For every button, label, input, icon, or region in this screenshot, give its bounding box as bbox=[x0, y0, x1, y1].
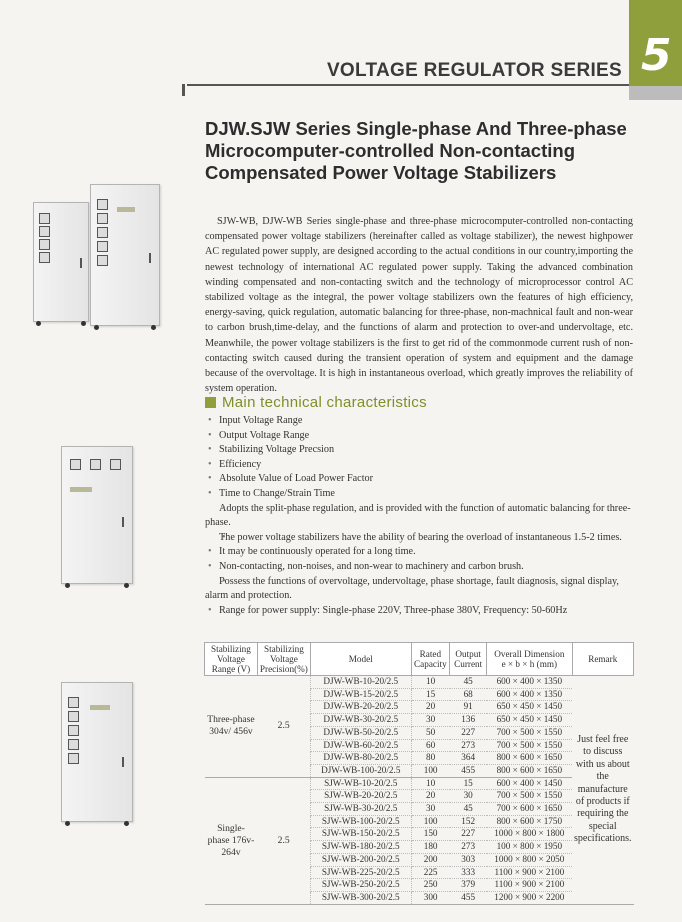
chapter-number: 5 bbox=[641, 30, 672, 81]
header-dimension-sub: e × b × h (mm) bbox=[501, 659, 558, 669]
output-current-cell: 303 bbox=[450, 853, 487, 866]
rated-capacity-cell: 180 bbox=[411, 841, 450, 854]
dimension-cell: 650 × 450 × 1450 bbox=[487, 714, 572, 727]
header-precision: Stabilizing Voltage Precision(%) bbox=[257, 643, 310, 676]
rated-capacity-cell: 50 bbox=[411, 726, 450, 739]
table-row bbox=[205, 777, 634, 790]
feature-item: • Input Voltage Range bbox=[205, 414, 633, 429]
model-cell: SJW-WB-100-20/2.5 bbox=[310, 815, 411, 828]
model-cell: SJW-WB-10-20/2.5 bbox=[310, 777, 411, 790]
dimension-cell: 600 × 400 × 1450 bbox=[487, 777, 572, 790]
dimension-cell: 100 × 800 × 1950 bbox=[487, 841, 572, 854]
output-current-cell: 15 bbox=[450, 777, 487, 790]
dimension-cell: 1200 × 900 × 2200 bbox=[487, 891, 572, 904]
header-output: Output Current bbox=[450, 643, 487, 676]
range-cell: Three-phase 304v/ 456v bbox=[205, 676, 258, 778]
model-cell: DJW-WB-10-20/2.5 bbox=[310, 676, 411, 689]
output-current-cell: 455 bbox=[450, 764, 487, 777]
dimension-cell: 700 × 500 × 1550 bbox=[487, 790, 572, 803]
dimension-cell: 700 × 500 × 1550 bbox=[487, 726, 572, 739]
tab-strip bbox=[629, 86, 682, 100]
series-title: VOLTAGE REGULATOR SERIES bbox=[326, 60, 622, 81]
output-current-cell: 68 bbox=[450, 688, 487, 701]
output-current-cell: 45 bbox=[450, 803, 487, 816]
rated-capacity-cell: 250 bbox=[411, 879, 450, 892]
model-cell: SJW-WB-200-20/2.5 bbox=[310, 853, 411, 866]
rated-capacity-cell: 15 bbox=[411, 688, 450, 701]
dimension-cell: 700 × 500 × 1550 bbox=[487, 739, 572, 752]
feature-item: • Range for power supply: Single-phase 220V, Three-phase 380V, Frequency: 50-60Hz bbox=[205, 604, 633, 619]
header-model: Model bbox=[310, 643, 411, 676]
dimension-cell: 1000 × 800 × 2050 bbox=[487, 853, 572, 866]
rated-capacity-cell: 30 bbox=[411, 714, 450, 727]
rated-capacity-cell: 60 bbox=[411, 739, 450, 752]
model-cell: SJW-WB-150-20/2.5 bbox=[310, 828, 411, 841]
output-current-cell: 227 bbox=[450, 828, 487, 841]
output-current-cell: 333 bbox=[450, 866, 487, 879]
feature-item: • Absolute Value of Load Power Factor bbox=[205, 472, 633, 487]
output-current-cell: 152 bbox=[450, 815, 487, 828]
rated-capacity-cell: 100 bbox=[411, 815, 450, 828]
feature-item: • The power voltage stabilizers have the ability of bearing the overload of instantaneous 1.5-2 times. bbox=[205, 531, 633, 546]
chapter-tab bbox=[629, 0, 682, 100]
model-cell: DJW-WB-60-20/2.5 bbox=[310, 739, 411, 752]
output-current-cell: 273 bbox=[450, 739, 487, 752]
dimension-cell: 800 × 600 × 1750 bbox=[487, 815, 572, 828]
feature-item: • Efficiency bbox=[205, 458, 633, 473]
output-current-cell: 91 bbox=[450, 701, 487, 714]
output-current-cell: 30 bbox=[450, 790, 487, 803]
header-rated: Rated Capacity bbox=[411, 643, 450, 676]
rated-capacity-cell: 80 bbox=[411, 752, 450, 765]
output-current-cell: 379 bbox=[450, 879, 487, 892]
rated-capacity-cell: 150 bbox=[411, 828, 450, 841]
dimension-cell: 600 × 400 × 1350 bbox=[487, 688, 572, 701]
rated-capacity-cell: 100 bbox=[411, 764, 450, 777]
model-cell: SJW-WB-20-20/2.5 bbox=[310, 790, 411, 803]
model-cell: DJW-WB-15-20/2.5 bbox=[310, 688, 411, 701]
feature-item: • Output Voltage Range bbox=[205, 429, 633, 444]
output-current-cell: 136 bbox=[450, 714, 487, 727]
spec-table-body bbox=[205, 676, 634, 905]
feature-item: • Time to Change/Strain Time bbox=[205, 487, 633, 502]
intro-paragraph: SJW-WB, DJW-WB Series single-phase and three-phase microcomputer-controlled non-contacting compensated power voltage stabilizers (hereinafter called as voltage stabilizer), the newest highpower AC regulated power supply, are designed according to the actual conditions in our country,importing the newest technology of international AC regulated power supply. Taking the advanced combination winding compensated and non-contacting switch and the technology of microprocessor control AC stabilized voltage as the integral, the power voltage stabilizers own the features of high efficiency, energy-saving, quick regulation, automatic balancing for three-phase, non-machnical fault and non-wear to carbon brush,time-delay, and the functions of alarm and protection to over-and undervoltage, etc. Meanwhile, the power voltage stabilizers is the first to get rid of the commonmode current rush of non-contacting switch caused during the transient operation of system and equipment and the damage because of the overvoltage. It is high in instantaneous overload, which greatly improves the reliability of system operation. bbox=[205, 216, 633, 395]
table-row bbox=[205, 676, 634, 689]
output-current-cell: 227 bbox=[450, 726, 487, 739]
output-current-cell: 455 bbox=[450, 891, 487, 904]
rated-capacity-cell: 225 bbox=[411, 866, 450, 879]
rated-capacity-cell: 20 bbox=[411, 701, 450, 714]
dimension-cell: 800 × 600 × 1650 bbox=[487, 764, 572, 777]
feature-item: • Possess the functions of overvoltage, undervoltage, phase shortage, fault diagnosis, signal display, alarm and protection. bbox=[205, 575, 633, 604]
rated-capacity-cell: 200 bbox=[411, 853, 450, 866]
section-title: Main technical characteristics bbox=[222, 394, 427, 411]
product-cabinet-three-meter bbox=[61, 446, 133, 584]
feature-item: • Adopts the split-phase regulation, and is provided with the function of automatic balancing for three-phase. bbox=[205, 502, 633, 531]
feature-list bbox=[205, 414, 633, 618]
section-square-icon bbox=[205, 397, 216, 408]
output-current-cell: 273 bbox=[450, 841, 487, 854]
header-tick bbox=[182, 84, 185, 96]
model-cell: DJW-WB-100-20/2.5 bbox=[310, 764, 411, 777]
product-cabinet-large bbox=[90, 184, 160, 326]
dimension-cell: 600 × 400 × 1350 bbox=[487, 676, 572, 689]
section-heading bbox=[205, 394, 427, 411]
dimension-cell: 700 × 600 × 1650 bbox=[487, 803, 572, 816]
range-cell: Single-phase 176v-264v bbox=[205, 777, 258, 904]
header-range: Stabilizing Voltage Range (V) bbox=[205, 643, 258, 676]
header-remark: Remark bbox=[572, 643, 633, 676]
header-dimension bbox=[487, 643, 572, 676]
spec-table bbox=[204, 642, 634, 905]
remark-cell: Just feel free to discuss with us about the manufacture of products if requiring the special specifications. bbox=[572, 676, 633, 905]
rated-capacity-cell: 300 bbox=[411, 891, 450, 904]
model-cell: DJW-WB-80-20/2.5 bbox=[310, 752, 411, 765]
model-cell: SJW-WB-180-20/2.5 bbox=[310, 841, 411, 854]
rated-capacity-cell: 10 bbox=[411, 676, 450, 689]
feature-item: • It may be continuously operated for a long time. bbox=[205, 545, 633, 560]
output-current-cell: 364 bbox=[450, 752, 487, 765]
header-dimension-label: Overall Dimension bbox=[494, 649, 565, 659]
rated-capacity-cell: 20 bbox=[411, 790, 450, 803]
model-cell: DJW-WB-20-20/2.5 bbox=[310, 701, 411, 714]
output-current-cell: 45 bbox=[450, 676, 487, 689]
rated-capacity-cell: 30 bbox=[411, 803, 450, 816]
model-cell: SJW-WB-30-20/2.5 bbox=[310, 803, 411, 816]
dimension-cell: 1100 × 900 × 2100 bbox=[487, 866, 572, 879]
header-rule bbox=[187, 84, 629, 86]
product-cabinet-small bbox=[33, 202, 89, 322]
model-cell: SJW-WB-300-20/2.5 bbox=[310, 891, 411, 904]
feature-item: • Stabilizing Voltage Precsion bbox=[205, 443, 633, 458]
feature-item: • Non-contacting, non-noises, and non-wear to machinery and carbon brush. bbox=[205, 560, 633, 575]
model-cell: DJW-WB-50-20/2.5 bbox=[310, 726, 411, 739]
model-cell: DJW-WB-30-20/2.5 bbox=[310, 714, 411, 727]
dimension-cell: 1000 × 800 × 1800 bbox=[487, 828, 572, 841]
precision-cell: 2.5 bbox=[257, 777, 310, 904]
dimension-cell: 650 × 450 × 1450 bbox=[487, 701, 572, 714]
page-title: DJW.SJW Series Single-phase And Three-phase Microcomputer-controlled Non-contacting Compensated Power Voltage Stabilizers bbox=[205, 118, 627, 183]
model-cell: SJW-WB-225-20/2.5 bbox=[310, 866, 411, 879]
dimension-cell: 1100 × 900 × 2100 bbox=[487, 879, 572, 892]
dimension-cell: 800 × 600 × 1650 bbox=[487, 752, 572, 765]
product-cabinet-five-meter bbox=[61, 682, 133, 822]
rated-capacity-cell: 10 bbox=[411, 777, 450, 790]
model-cell: SJW-WB-250-20/2.5 bbox=[310, 879, 411, 892]
precision-cell: 2.5 bbox=[257, 676, 310, 778]
